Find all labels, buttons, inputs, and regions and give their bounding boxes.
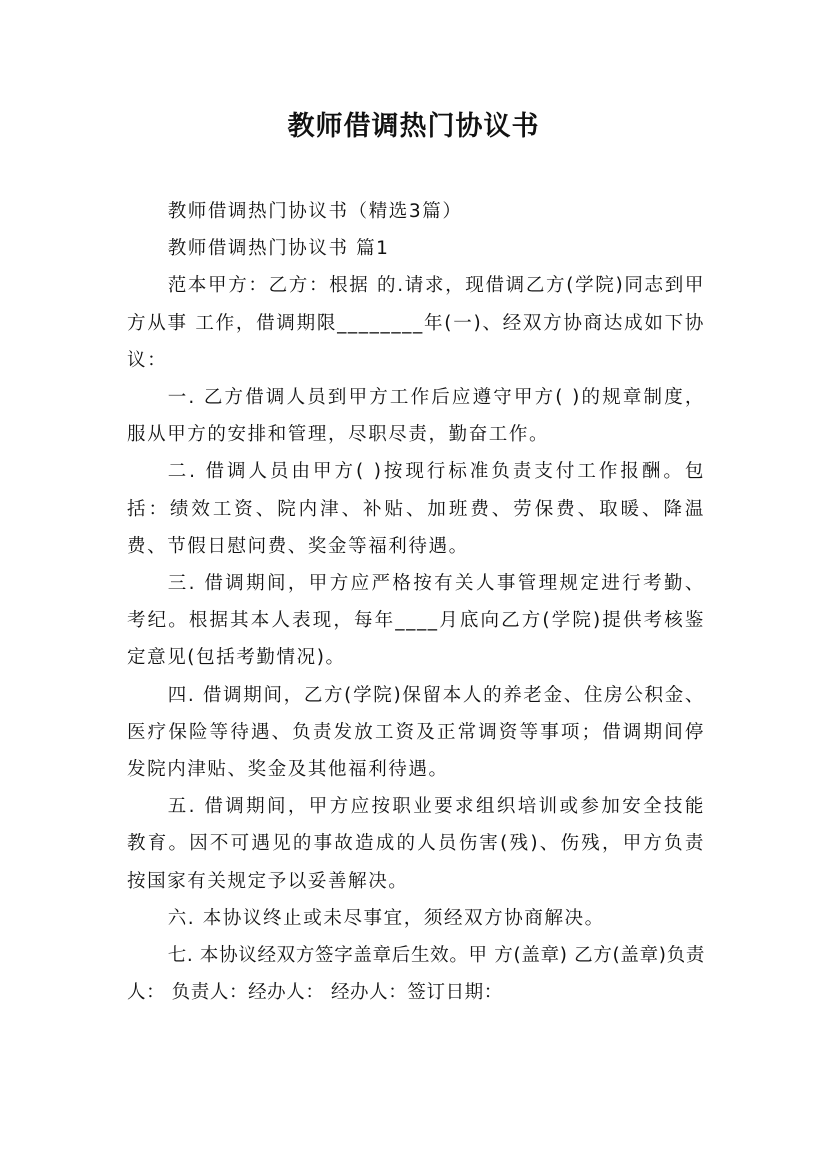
paragraph-clause-7: 七. 本协议经双方签字盖章后生效。甲 方(盖章) 乙方(盖章)负责人： 负责人：经办人： 经办人：签订日期： [127, 945, 705, 1004]
paragraph-clause-3: 三. 借调期间，甲方应严格按有关人事管理规定进行考勤、考纪。根据其本人表现，每年____月底向乙方(学院)提供考核鉴定意见(包括考勤情况)。 [127, 573, 705, 669]
paragraph-subtitle: 教师借调热门协议书（精选3篇） [167, 201, 463, 222]
paragraph-clause-2: 二. 借调人员由甲方( )按现行标准负责支付工作报酬。包括：绩效工资、院内津、补贴、加班费、劳保费、取暖、降温费、节假日慰问费、奖金等福利待遇。 [127, 461, 705, 557]
document-title: 教师借调热门协议书 [287, 111, 540, 142]
paragraph-clause-1: 一. 乙方借调人员到甲方工作后应遵守甲方( )的规章制度，服从甲方的安排和管理，尽职尽责，勤奋工作。 [127, 387, 705, 446]
document-body [127, 193, 705, 1011]
paragraph-section-heading: 教师借调热门协议书 篇1 [167, 238, 390, 260]
paragraph-clause-4: 四. 借调期间，乙方(学院)保留本人的养老金、住房公积金、医疗保险等待遇、负责发放工资及正常调资等事项；借调期间停发院内津贴、奖金及其他福利待遇。 [127, 684, 705, 781]
paragraph-clause-5: 五. 借调期间，甲方应按职业要求组织培训或参加安全技能教育。因不可遇见的事故造成的人员伤害(残)、伤残，甲方负责按国家有关规定予以妥善解决。 [127, 796, 705, 892]
paragraph-intro: 范本甲方：乙方：根据 的.请求，现借调乙方(学院)同志到甲方从事 工作，借调期限________年(一)、经双方协商达成如下协议： [127, 275, 705, 371]
paragraph-clause-6: 六. 本协议终止或未尽事宜，须经双方协商解决。 [167, 907, 605, 929]
